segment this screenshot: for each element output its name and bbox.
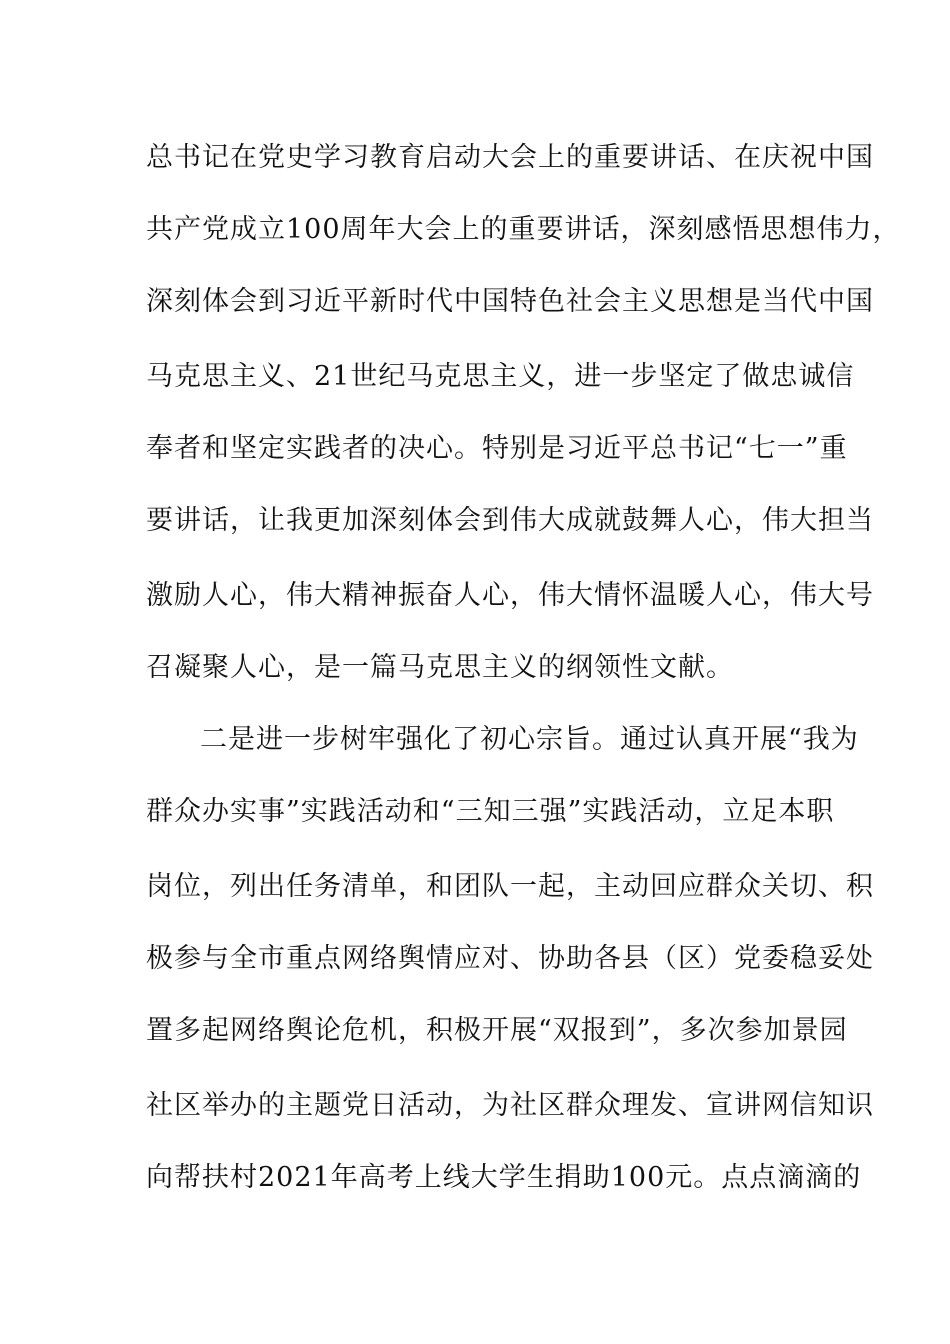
- text-line: 深刻体会到习近平新时代中国特色社会主义思想是当代中国: [146, 286, 874, 317]
- text-line: 马克思主义、21世纪马克思主义，进一步坚定了做忠诚信: [146, 361, 855, 392]
- text-line: 共产党成立100周年大会上的重要讲话，深刻感悟思想伟力，: [146, 214, 901, 245]
- text-line: 总书记在党史学习教育启动大会上的重要讲话、在庆祝中国: [146, 142, 874, 173]
- text-line: 极参与全市重点网络舆情应对、协助各县（区）党委稳妥处: [146, 943, 874, 974]
- text-line: 激励人心，伟大精神振奋人心，伟大情怀温暖人心，伟大号: [146, 580, 874, 611]
- text-line: 置多起网络舆论危机，积极开展“双报到”，多次参加景园: [146, 1015, 848, 1046]
- text-line: 向帮扶村2021年高考上线大学生捐助100元。点点滴滴的: [146, 1162, 862, 1193]
- text-line: 召凝聚人心，是一篇马克思主义的纲领性文献。: [146, 652, 734, 683]
- text-line: 岗位，列出任务清单，和团队一起，主动回应群众关切、积: [146, 871, 874, 902]
- text-line: 奉者和坚定实践者的决心。特别是习近平总书记“七一”重: [146, 433, 848, 464]
- text-line: 群众办实事”实践活动和“三知三强”实践活动，立足本职: [146, 796, 835, 827]
- text-line: 要讲话，让我更加深刻体会到伟大成就鼓舞人心，伟大担当: [146, 505, 874, 536]
- paragraph-start-line: 二是进一步树牢强化了初心宗旨。通过认真开展“我为: [200, 724, 859, 755]
- text-line: 社区举办的主题党日活动，为社区群众理发、宣讲网信知识: [146, 1090, 874, 1121]
